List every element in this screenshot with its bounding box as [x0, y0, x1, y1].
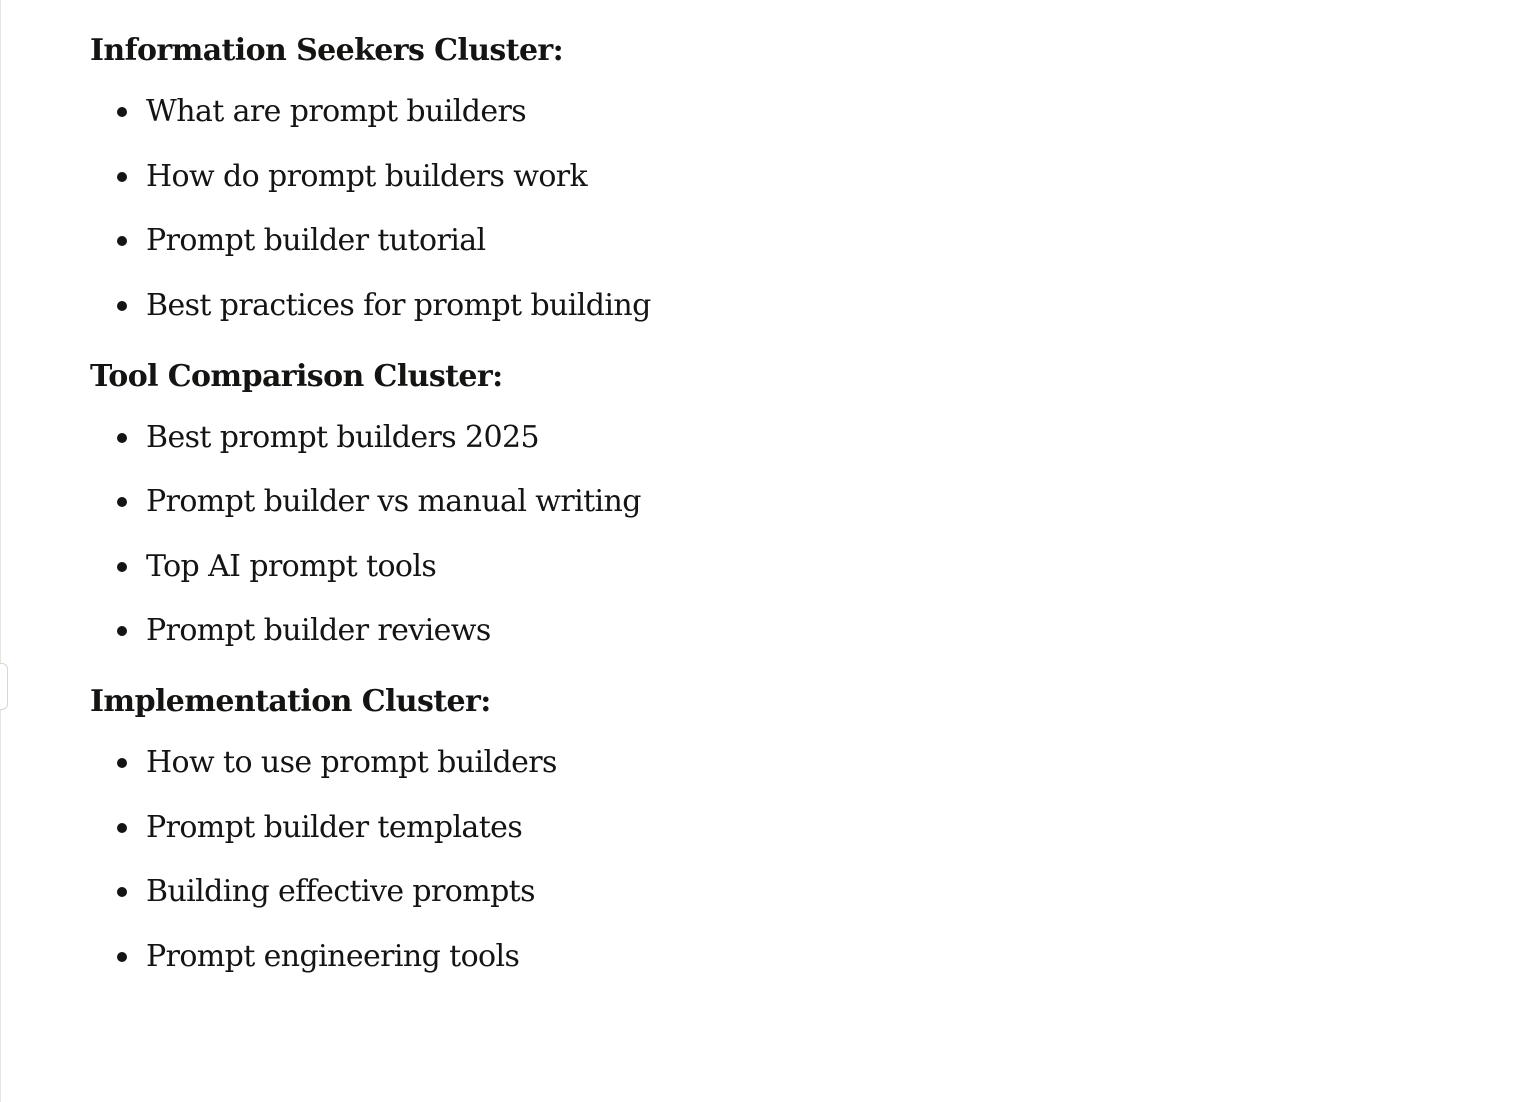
list-item — [90, 742, 1470, 784]
list-item — [90, 546, 1470, 588]
bullet-icon — [117, 107, 127, 117]
cluster-list — [90, 417, 1470, 653]
list-item-text: Prompt builder vs manual writing — [146, 484, 641, 519]
document-content — [90, 28, 1470, 978]
cluster-implementation — [90, 679, 1470, 978]
list-item-text: Building effective prompts — [146, 874, 535, 909]
list-item-text: Top AI prompt tools — [146, 548, 437, 584]
sidebar-toggle-handle[interactable] — [0, 663, 8, 710]
list-item — [90, 807, 1470, 849]
list-item-text: Prompt engineering tools — [146, 938, 520, 974]
list-item — [90, 285, 1470, 327]
list-item — [90, 220, 1470, 262]
bullet-icon — [117, 887, 127, 897]
bullet-icon — [117, 952, 127, 962]
list-item-text: Best practices for prompt building — [146, 287, 651, 323]
cluster-heading: Implementation Cluster: — [90, 684, 491, 719]
list-item — [90, 91, 1470, 133]
cluster-heading: Information Seekers Cluster: — [90, 33, 564, 68]
bullet-icon — [117, 301, 127, 311]
bullet-icon — [117, 823, 127, 833]
bullet-icon — [117, 433, 127, 443]
list-item — [90, 936, 1470, 978]
list-item — [90, 871, 1470, 913]
bullet-icon — [117, 497, 127, 507]
cluster-tool-comparison — [90, 354, 1470, 653]
list-item — [90, 417, 1470, 459]
bullet-icon — [117, 562, 127, 572]
list-item — [90, 481, 1470, 523]
list-item — [90, 156, 1470, 198]
list-item-text: Prompt builder tutorial — [146, 223, 486, 258]
bullet-icon — [117, 758, 127, 768]
list-item-text: Prompt builder templates — [146, 809, 523, 845]
cluster-information-seekers — [90, 28, 1470, 327]
cluster-list — [90, 742, 1470, 978]
list-item-text: What are prompt builders — [146, 94, 527, 129]
cluster-heading: Tool Comparison Cluster: — [90, 358, 503, 394]
bullet-icon — [117, 626, 127, 636]
list-item-text: How do prompt builders work — [146, 158, 588, 194]
left-panel-border — [0, 0, 1, 1102]
bullet-icon — [117, 236, 127, 246]
list-item-text: Prompt builder reviews — [146, 613, 491, 648]
list-item-text: Best prompt builders 2025 — [146, 419, 539, 455]
list-item-text: How to use prompt builders — [146, 745, 557, 780]
bullet-icon — [117, 172, 127, 182]
cluster-list — [90, 91, 1470, 327]
list-item — [90, 610, 1470, 652]
